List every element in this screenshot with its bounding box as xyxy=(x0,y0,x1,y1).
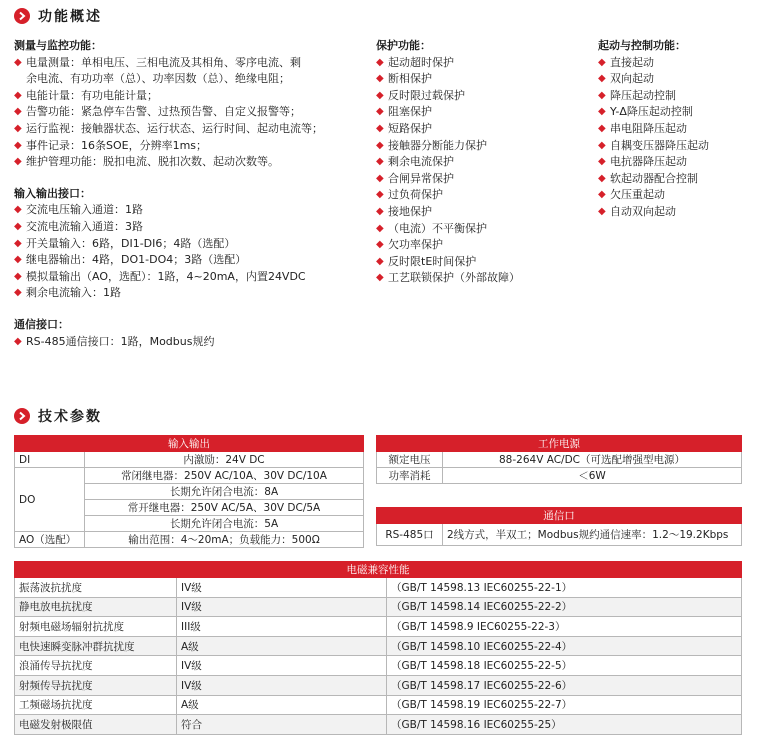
table-cell: 长期允许闭合电流：8A xyxy=(85,484,364,500)
list-item: ◆ （电流）不平衡保护 xyxy=(376,221,487,235)
table-cell: 电磁发射极限值 xyxy=(15,715,177,735)
start-column xyxy=(598,38,753,221)
list-item: ◆ 维护管理功能：脱扣电流、脱扣次数、起动次数等。 xyxy=(14,155,279,169)
list-item: ◆ 直接起动 xyxy=(598,55,654,69)
table-cell: 常开继电器：250V AC/5A、30V DC/5A xyxy=(85,500,364,516)
chevron-right-icon xyxy=(14,8,30,24)
list-item: ◆ 事件记录：16条SOE，分辨率1ms； xyxy=(14,138,208,152)
table-header: 工作电源 xyxy=(377,436,742,452)
list-item: ◆ 欠压重起动 xyxy=(598,188,665,202)
table-cell: 2线方式，半双工；Modbus规约通信速率：1.2～19.2Kbps xyxy=(443,524,742,546)
list-item: ◆ 接地保护 xyxy=(376,204,432,218)
list-item: ◆ 接触器分断能力保护 xyxy=(376,138,487,152)
protect-title: 保护功能： xyxy=(376,39,431,52)
table-cell: 符合 xyxy=(177,715,387,735)
list-item: ◆ 自动双向起动 xyxy=(598,204,676,218)
table-cell: 功率消耗 xyxy=(377,468,443,484)
list-item: ◆ 断相保护 xyxy=(376,72,432,86)
list-item: ◆ 阻塞保护 xyxy=(376,105,432,119)
table-cell: （GB/T 14598.10 IEC60255-22-4） xyxy=(387,636,742,656)
table-cell: 内激励：24V DC xyxy=(85,452,364,468)
list-item: ◆ 起动超时保护 xyxy=(376,55,454,69)
table-cell: RS-485口 xyxy=(377,524,443,546)
power-table xyxy=(376,435,742,484)
list-item: ◆ 串电阻降压起动 xyxy=(598,121,687,135)
chevron-right-icon xyxy=(14,408,30,424)
list-item: ◆ 自耦变压器降压起动 xyxy=(598,138,709,152)
table-cell: 常闭继电器：250V AC/10A、30V DC/10A xyxy=(85,468,364,484)
table-header: 输入输出 xyxy=(15,436,364,452)
table-cell: 长期允许闭合电流：5A xyxy=(85,516,364,532)
table-header: 电磁兼容性能 xyxy=(15,562,742,578)
list-item: ◆ 过负荷保护 xyxy=(376,188,443,202)
table-cell: DI xyxy=(15,452,85,468)
table-cell: IV级 xyxy=(177,656,387,676)
list-item: ◆ 开关量输入：6路，DI1-DI6；4路（选配） xyxy=(14,236,236,250)
list-item: ◆ 工艺联锁保护（外部故障） xyxy=(376,271,520,285)
list-item: 余电流、有功功率（总）、功率因数（总）、绝缘电阻； xyxy=(26,72,290,86)
table-cell: 射频电磁场辐射抗扰度 xyxy=(15,617,177,637)
table-cell: （GB/T 14598.9 IEC60255-22-3） xyxy=(387,617,742,637)
list-item: ◆ 短路保护 xyxy=(376,121,432,135)
section-title: 功能概述 xyxy=(38,9,102,25)
list-item: ◆ 剩余电流保护 xyxy=(376,155,454,169)
table-cell: 电快速瞬变脉冲群抗扰度 xyxy=(15,636,177,656)
section-title: 技术参数 xyxy=(38,409,102,425)
list-item: ◆ 剩余电流输入：1路 xyxy=(14,286,121,300)
list-item: ◆ 运行监视：接触器状态、运行状态、运行时间、起动电流等； xyxy=(14,121,323,135)
table-cell: （GB/T 14598.18 IEC60255-22-5） xyxy=(387,656,742,676)
emc-table xyxy=(14,561,742,735)
comm-table xyxy=(376,507,742,546)
list-item: ◆ 继电器输出：4路，DO1-DO4；3路（选配） xyxy=(14,253,247,267)
table-cell: A级 xyxy=(177,636,387,656)
list-item: ◆ 合闸异常保护 xyxy=(376,171,454,185)
list-item: ◆ 电量测量：单相电压、三相电流及其相角、零序电流、剩 xyxy=(14,55,301,69)
table-cell: 浪涌传导抗扰度 xyxy=(15,656,177,676)
table-cell: （GB/T 14598.19 IEC60255-22-7） xyxy=(387,695,742,715)
table-cell: 振荡波抗扰度 xyxy=(15,578,177,598)
table-cell: 工频磁场抗扰度 xyxy=(15,695,177,715)
list-item: ◆ 告警功能：紧急停车告警、过热预告警、自定义报警等； xyxy=(14,105,301,119)
overview-header xyxy=(14,6,102,26)
table-cell: 输出范围：4～20mA；负载能力：500Ω xyxy=(85,532,364,548)
list-item: ◆ 交流电流输入通道：3路 xyxy=(14,219,143,233)
list-item: ◆ 电能计量：有功电能计量； xyxy=(14,88,158,102)
list-item: ◆ 欠功率保护 xyxy=(376,238,443,252)
list-item: ◆ 双向起动 xyxy=(598,72,654,86)
list-item: ◆ Y-Δ降压起动控制 xyxy=(598,105,693,119)
comm-title: 通信接口： xyxy=(14,317,69,331)
list-item: ◆ 模拟量输出（AO，选配）：1路，4~20mA，内置24VDC xyxy=(14,269,306,283)
table-cell: DO xyxy=(15,468,85,532)
tech-header xyxy=(14,406,102,426)
list-item: ◆ 交流电压输入通道：1路 xyxy=(14,203,143,217)
table-cell: 静电放电抗扰度 xyxy=(15,597,177,617)
io-table xyxy=(14,435,364,548)
list-item: ◆ 反时限过载保护 xyxy=(376,88,465,102)
table-cell: IV级 xyxy=(177,597,387,617)
table-cell: （GB/T 14598.17 IEC60255-22-6） xyxy=(387,675,742,695)
table-cell: IV级 xyxy=(177,675,387,695)
list-item: ◆ 反时限tE时间保护 xyxy=(376,254,477,268)
io-title: 输入输出接口： xyxy=(14,186,91,200)
table-cell: ＜6W xyxy=(443,468,742,484)
left-column xyxy=(14,38,374,350)
table-cell: AO（选配） xyxy=(15,532,85,548)
table-cell: A级 xyxy=(177,695,387,715)
table-cell: 射频传导抗扰度 xyxy=(15,675,177,695)
table-cell: III级 xyxy=(177,617,387,637)
table-cell: 88-264V AC/DC（可选配增强型电源） xyxy=(443,452,742,468)
table-cell: IV级 xyxy=(177,578,387,598)
table-cell: 额定电压 xyxy=(377,452,443,468)
start-title: 起动与控制功能： xyxy=(598,39,686,52)
measure-title: 测量与监控功能： xyxy=(14,39,102,52)
list-item: ◆ RS-485通信接口：1路，Modbus规约 xyxy=(14,334,215,348)
table-cell: （GB/T 14598.13 IEC60255-22-1） xyxy=(387,578,742,598)
protection-column xyxy=(376,38,586,287)
list-item: ◆ 降压起动控制 xyxy=(598,88,676,102)
list-item: ◆ 软起动器配合控制 xyxy=(598,171,698,185)
table-cell: （GB/T 14598.16 IEC60255-25） xyxy=(387,715,742,735)
list-item: ◆ 电抗器降压起动 xyxy=(598,155,687,169)
table-cell: （GB/T 14598.14 IEC60255-22-2） xyxy=(387,597,742,617)
table-header: 通信口 xyxy=(377,508,742,524)
